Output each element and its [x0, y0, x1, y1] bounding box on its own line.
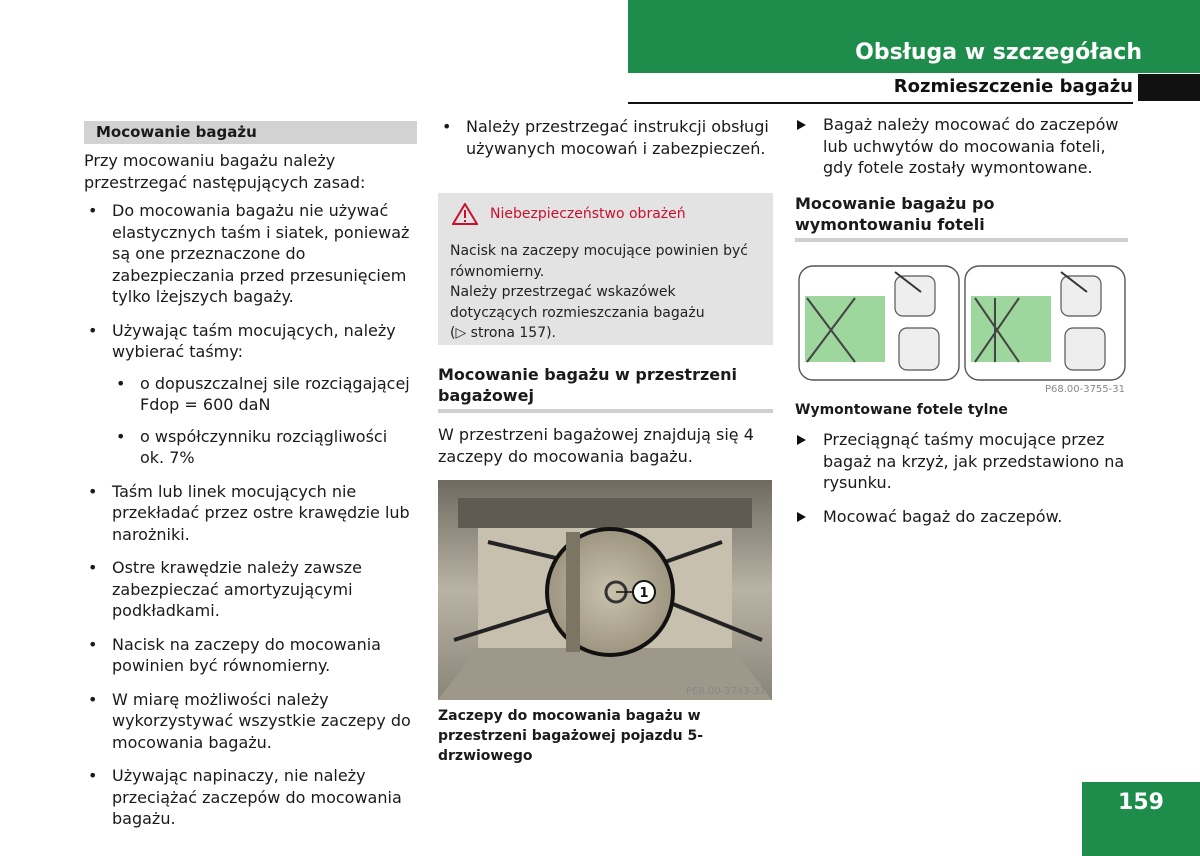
figure-code: P68.00-3755-31	[1044, 384, 1125, 395]
instruction-step: Przeciągnąć taśmy mocujące przez bagaż na krzyż, jak przedstawiono na rysunku.	[795, 429, 1130, 494]
trunk-illustration	[438, 480, 772, 700]
list-item: • Ostre krawędzie należy zawsze zabezpieczać amortyzującymi podkładkami.	[84, 557, 416, 622]
chapter-header	[628, 0, 1200, 73]
rules-list	[84, 200, 416, 842]
warning-line: Należy przestrzegać wskazówek dotyczących rozmieszczania bagażu	[450, 284, 705, 321]
instructions-note	[438, 116, 772, 171]
warning-title: Niebezpieczeństwo obrażeń	[490, 206, 686, 222]
warning-text	[450, 241, 761, 344]
warning-header	[452, 203, 761, 225]
figure-code: P68.00-3743-31	[685, 686, 766, 697]
trunk-photo	[438, 480, 772, 700]
list-item: • W miarę możliwości należy wykorzystywać wszystkie zaczepy do mocowania bagażu.	[84, 689, 416, 754]
warning-page-ref: (▷ strona 157).	[450, 325, 557, 341]
cargo-strap-illustration	[795, 258, 1128, 400]
warning-box	[438, 193, 773, 345]
seat-removal-diagram	[795, 258, 1128, 400]
chapter-title: Obsługa w szczegółach	[855, 40, 1142, 65]
list-item: • Używając napinaczy, nie należy przeciążać zaczepów do mocowania bagażu.	[84, 765, 416, 830]
section-title: Rozmieszczenie bagażu	[893, 76, 1133, 97]
instruction-step: Mocować bagaż do zaczepów.	[795, 506, 1130, 528]
sub-list-item: • o współczynniku rozciągliwości ok. 7%	[112, 426, 416, 469]
subsection-heading: Mocowanie bagażu w przestrzeni bagażowej	[438, 364, 773, 413]
figure-caption: Zaczepy do mocowania bagażu w przestrzeni bagażowej pojazdu 5-drzwiowego	[438, 708, 704, 764]
page-number	[1082, 782, 1200, 856]
section-marker	[1138, 74, 1200, 101]
instruction-list	[795, 114, 1130, 191]
warning-line: Nacisk na zaczepy mocujące powinien być równomierny.	[450, 243, 748, 280]
page-number-text: 159	[1118, 790, 1164, 815]
sub-list-item: • o dopuszczalnej sile rozciągającej Fdop = 600 daN	[112, 373, 416, 416]
subsection-heading: Mocowanie bagażu po wymontowaniu foteli	[795, 193, 1128, 242]
list-item: • Nacisk na zaczepy do mocowania powinien być równomierny.	[84, 634, 416, 677]
section-heading-bar: Mocowanie bagażu	[84, 121, 417, 144]
list-item: • Do mocowania bagażu nie używać elastycznych taśm i siatek, ponieważ są one przeznaczone do zabezpieczania przed przesunięciem tylko lżejszych bagaży.	[84, 200, 416, 308]
list-item	[84, 320, 416, 469]
instruction-step: Bagaż należy mocować do zaczepów lub uchwytów do mocowania foteli, gdy fotele zostały wymontowane.	[795, 114, 1130, 179]
warning-triangle-icon	[452, 203, 478, 225]
photo-marker: 1	[639, 586, 649, 601]
intro-text: Przy mocowaniu bagażu należy przestrzegać następujących zasad:	[84, 151, 366, 192]
header-rule	[628, 102, 1133, 104]
instruction-list	[795, 429, 1130, 539]
figure-caption: Wymontowane fotele tylne	[795, 402, 1008, 418]
list-item: • Należy przestrzegać instrukcji obsługi używanych mocowań i zabezpieczeń.	[438, 116, 772, 159]
list-item-text: Używając taśm mocujących, należy wybierać taśmy:	[112, 320, 396, 361]
paragraph: W przestrzeni bagażowej znajdują się 4 zaczepy do mocowania bagażu.	[438, 425, 754, 466]
list-item: • Taśm lub linek mocujących nie przekładać przez ostre krawędzie lub narożniki.	[84, 481, 416, 546]
